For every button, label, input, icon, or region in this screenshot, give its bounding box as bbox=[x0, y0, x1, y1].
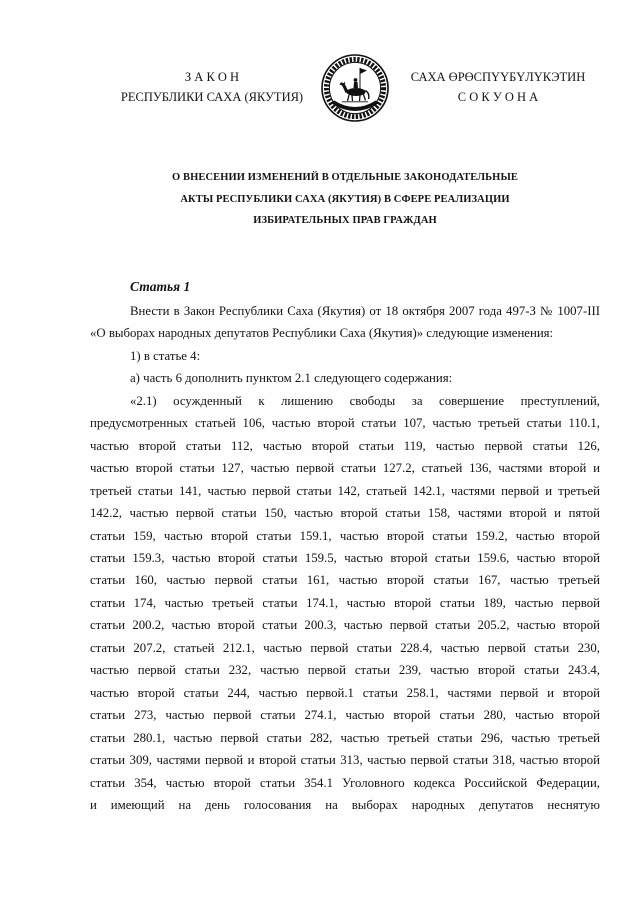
body-line: статьи 207.2, статьей 212.1, частью первой статьи 228.4, частью первой статьи 230, bbox=[90, 640, 600, 655]
body-line: статьи 159.3, частью второй статьи 159.5, частью второй статьи 159.6, частью второй bbox=[90, 550, 600, 565]
body-line: статьи 309, частями первой и второй статьи 313, частью первой статьи 318, частью второй bbox=[90, 753, 600, 768]
title-line: АКТЫ РЕСПУБЛИКИ САХА (ЯКУТИЯ) В СФЕРЕ РЕАЛИЗАЦИИ bbox=[180, 193, 510, 205]
body-line: «О выборах народных депутатов Республики Саха (Якутия)» следующие изменения: bbox=[90, 326, 554, 341]
coat-of-arms-icon bbox=[320, 53, 390, 123]
body-line: статьи 200.2, частью второй статьи 200.3, частью первой статьи 205.2, частью второй bbox=[90, 618, 600, 633]
article-body bbox=[90, 300, 600, 816]
body-line: частью второй статьи 127, частью первой статьи 127.2, статьей 136, частями второй и bbox=[90, 461, 600, 476]
body-line: а) часть 6 дополнить пунктом 2.1 следующего содержания: bbox=[130, 371, 453, 386]
document-title bbox=[90, 167, 600, 232]
body-line: Внести в Закон Республики Саха (Якутия) от 18 октября 2007 года 497-З № 1007-III bbox=[130, 304, 600, 318]
body-line: статьи 159, частью второй статьи 159.1, частью второй статьи 159.2, частью второй bbox=[90, 528, 600, 543]
body-line: и имеющий на день голосования на выборах народных депутатов неснятую bbox=[90, 797, 600, 812]
body-line: статьи 273, частью первой статьи 274.1, частью второй статьи 280, частью второй bbox=[90, 708, 600, 723]
body-line: частью второй статьи 244, частью первой.1 статьи 258.1, частями первой и второй bbox=[90, 685, 600, 700]
body-line: предусмотренных статьей 106, частью второй статьи 107, частью третьей статьи 110.1, bbox=[90, 416, 600, 431]
body-line: статьи 354, частью второй статьи 354.1 Уголовного кодекса Российской Федерации, bbox=[90, 775, 600, 790]
body-line: 1) в статье 4: bbox=[130, 348, 201, 363]
body-line: частью второй статьи 112, частью второй статьи 119, частью первой статьи 126, bbox=[90, 438, 600, 453]
header-left-line2: РЕСПУБЛИКИ САХА (ЯКУТИЯ) bbox=[120, 90, 304, 104]
body-line: частью первой статьи 232, частью первой статьи 239, частью второй статьи 243.4, bbox=[90, 663, 600, 678]
body-line: третьей статьи 141, частью первой статьи 142, статьей 142.1, частями первой и третьей bbox=[90, 483, 600, 498]
title-line: О ВНЕСЕНИИ ИЗМЕНЕНИЙ В ОТДЕЛЬНЫЕ ЗАКОНОДАТЕЛЬНЫЕ bbox=[172, 172, 518, 183]
body-line: статьи 160, частью первой статьи 161, частью второй статьи 167, частью третьей bbox=[90, 573, 600, 588]
body-line: статьи 280.1, частью первой статьи 282, частью третьей статьи 296, частью третьей bbox=[90, 730, 600, 745]
body-line: «2.1) осужденный к лишению свободы за совершение преступлений, bbox=[130, 393, 600, 408]
header-left-line1: З А К О Н bbox=[184, 70, 240, 84]
article-heading: Статья 1 bbox=[130, 279, 191, 294]
header-right-line2: С О К У О Н А bbox=[457, 90, 539, 104]
header-left bbox=[100, 67, 324, 107]
header-right-line1: САХА ӨРӨСПҮҮБҮЛҮКЭТИН bbox=[410, 70, 586, 84]
body-line: статьи 174, частью третьей статьи 174.1, частью второй статьи 189, частью первой bbox=[90, 595, 600, 610]
title-line: ИЗБИРАТЕЛЬНЫХ ПРАВ ГРАЖДАН bbox=[253, 215, 437, 226]
body-line: 142.2, частью первой статьи 150, частью второй статьи 158, частями второй и пятой bbox=[90, 506, 600, 521]
header-right bbox=[386, 67, 610, 107]
